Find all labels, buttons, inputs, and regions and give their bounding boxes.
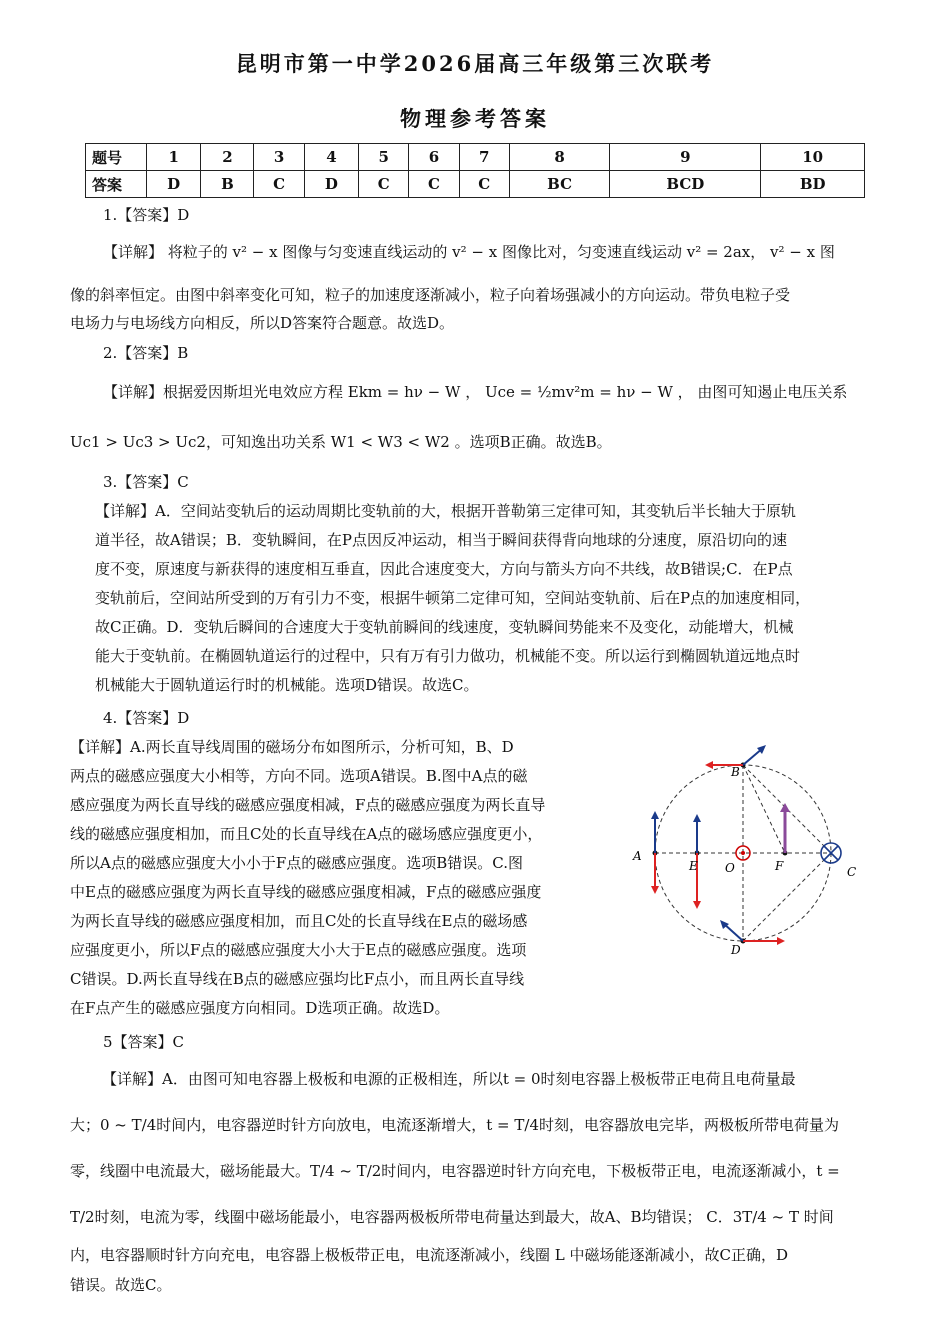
row-label-answer: 答案 (86, 171, 147, 198)
table-cell: 7 (459, 144, 509, 171)
table-cell: C (409, 171, 459, 198)
page-subtitle: 物理参考答案 (400, 106, 550, 131)
table-cell: 2 (201, 144, 254, 171)
table-cell: 4 (304, 144, 358, 171)
q5-line: 错误。故选C。 (70, 1276, 172, 1294)
table-cell: 6 (409, 144, 459, 171)
q5-line: 大；0 ~ T/4时间内，电容器逆时针方向放电，电流逐渐增大，t = T/4时刻，电容器放电完毕，两极板所带电荷量为 (70, 1116, 839, 1134)
table-cell: 10 (761, 144, 865, 171)
table-cell: 8 (509, 144, 610, 171)
q4-line: 应强度更小，所以F点的磁感应强度大小大于E点的磁感应强度。选项 (70, 941, 527, 959)
q4-line: 在F点产生的磁感应强度方向相同。D选项正确。故选D。 (70, 999, 450, 1017)
row-label-number: 题号 (86, 144, 147, 171)
q4-line: 感应强度为两长直导线的磁感应强度相减，F点的磁感应强度为两长直导 (70, 796, 546, 814)
label-f: F (775, 859, 784, 873)
q1-heading: 1.【答案】D (103, 206, 190, 224)
q4-line: 线的磁感应强度相加，而且C处的长直导线在A点的磁场感应强度更小， (70, 825, 543, 843)
q3-line: 度不变，原速度与新获得的速度相互垂直，因此合速度变大，方向与箭头方向不共线，故B错误;C．在P点 (95, 560, 793, 578)
label-e: E (689, 859, 698, 873)
table-cell: 5 (359, 144, 409, 171)
q4-line: 所以A点的磁感应强度大小小于F点的磁感应强度。选项B错误。C.图 (70, 854, 523, 872)
table-cell: BCD (610, 171, 761, 198)
q5-line: 内，电容器顺时针方向充电，电容器上极板带正电，电流逐渐减小，线圈 L 中磁场能逐渐减小，故C正确，D (70, 1246, 789, 1264)
q5-line: 零，线圈中电流最大，磁场能最大。T/4 ~ T/2时间内，电容器逆时针方向充电，下极板带正电，电流逐渐减小，t = (70, 1162, 840, 1180)
q2-line-1: 【详解】根据爱因斯坦光电效应方程 Ekm = hν − W ， Uce = ½mv²m = hν − W ， 由图可知遏止电压关系 (103, 383, 848, 401)
q4-line: C错误。D.两长直导线在B点的磁感应强均比F点小，而且两长直导线 (70, 970, 525, 988)
q5-line: T/2时刻，电流为零，线圈中磁场能最小，电容器两极板所带电荷量达到最大，故A、B均错误； C．3T/4 ~ T 时间 (70, 1208, 834, 1226)
q5-line: 【详解】A．由图可知电容器上极板和电源的正极相连，所以t = 0时刻电容器上极板带正电荷且电荷量最 (102, 1070, 796, 1088)
page-title: 昆明市第一中学2026届高三年级第三次联考 (235, 51, 715, 76)
chord-bf (743, 765, 785, 853)
table-cell: C (359, 171, 409, 198)
q3-body (95, 497, 890, 700)
table-cell: C (459, 171, 509, 198)
label-b: B (731, 765, 740, 779)
q1-line-3: 电场力与电场线方向相反，所以D答案符合题意。故选D。 (70, 314, 455, 332)
q4-body (70, 733, 600, 1023)
label-o: O (725, 861, 735, 875)
table-cell: C (254, 171, 304, 198)
q3-line: 机械能大于圆轨道运行时的机械能。选项D错误。故选C。 (95, 676, 479, 694)
table-cell: D (304, 171, 358, 198)
q3-line: 【详解】A．空间站变轨后的运动周期比变轨前的大，根据开普勒第三定律可知，其变轨后半长轴大于原轨 (95, 502, 796, 520)
table-cell: BC (509, 171, 610, 198)
q3-line: 能大于变轨前。在椭圆轨道运行的过程中，只有万有引力做功，机械能不变。所以运行到椭圆轨道远地点时 (95, 647, 801, 665)
q3-line: 道半径，故A错误；B．变轨瞬间，在P点因反冲运动，相当于瞬间获得背向地球的分速度，原沿切向的速 (95, 531, 787, 549)
label-c: C (847, 865, 857, 879)
label-d: D (731, 943, 741, 957)
q1-line-2: 像的斜率恒定。由图中斜率变化可知，粒子的加速度逐渐减小，粒子向着场强减小的方向运动。带负电粒子受 (70, 286, 791, 304)
table-row-numbers (86, 144, 865, 171)
table-cell: BD (761, 171, 865, 198)
q1-line-1: 【详解】 将粒子的 v² − x 图像与匀变速直线运动的 v² − x 图像比对，匀变速直线运动 v² = 2ax， v² − x 图 (103, 243, 835, 261)
chord-dc (743, 853, 831, 941)
q2-heading: 2.【答案】B (103, 344, 189, 362)
q2-line-2: Uc1 > Uc3 > Uc2，可知逸出功关系 W1 < W3 < W2 。选项B正确。故选B。 (70, 433, 612, 451)
q4-line: 为两长直导线的磁感应强度相加，而且C处的长直导线在E点的磁场感 (70, 912, 528, 930)
q4-line: 【详解】A.两长直导线周围的磁场分布如图所示，分析可知，B、D (70, 738, 514, 756)
table-cell: 1 (147, 144, 201, 171)
magnetic-field-diagram (625, 740, 870, 965)
q4-line: 两点的磁感应强度大小相等，方向不同。选项A错误。B.图中A点的磁 (70, 767, 528, 785)
table-cell: B (201, 171, 254, 198)
q3-line: 故C正确。D．变轨后瞬间的合速度大于变轨前瞬间的线速度，变轨瞬间势能来不及变化，动能增大，机械 (95, 618, 794, 636)
label-a: A (633, 849, 642, 863)
table-row-answers (86, 171, 865, 198)
q5-heading: 5【答案】C (103, 1033, 185, 1051)
table-cell: D (147, 171, 201, 198)
table-cell: 3 (254, 144, 304, 171)
q4-heading: 4.【答案】D (103, 709, 190, 727)
table-cell: 9 (610, 144, 761, 171)
q5-body (70, 1056, 888, 1300)
answer-table (85, 143, 865, 198)
current-out-dot (741, 851, 745, 855)
q3-line: 变轨前后，空间站所受到的万有引力不变，根据牛顿第二定律可知，空间站变轨前、后在P点的加速度相同， (95, 589, 811, 607)
q3-heading: 3.【答案】C (103, 473, 189, 491)
q4-line: 中E点的磁感应强度为两长直导线的磁感应强度相减，F点的磁感应强度 (70, 883, 542, 901)
